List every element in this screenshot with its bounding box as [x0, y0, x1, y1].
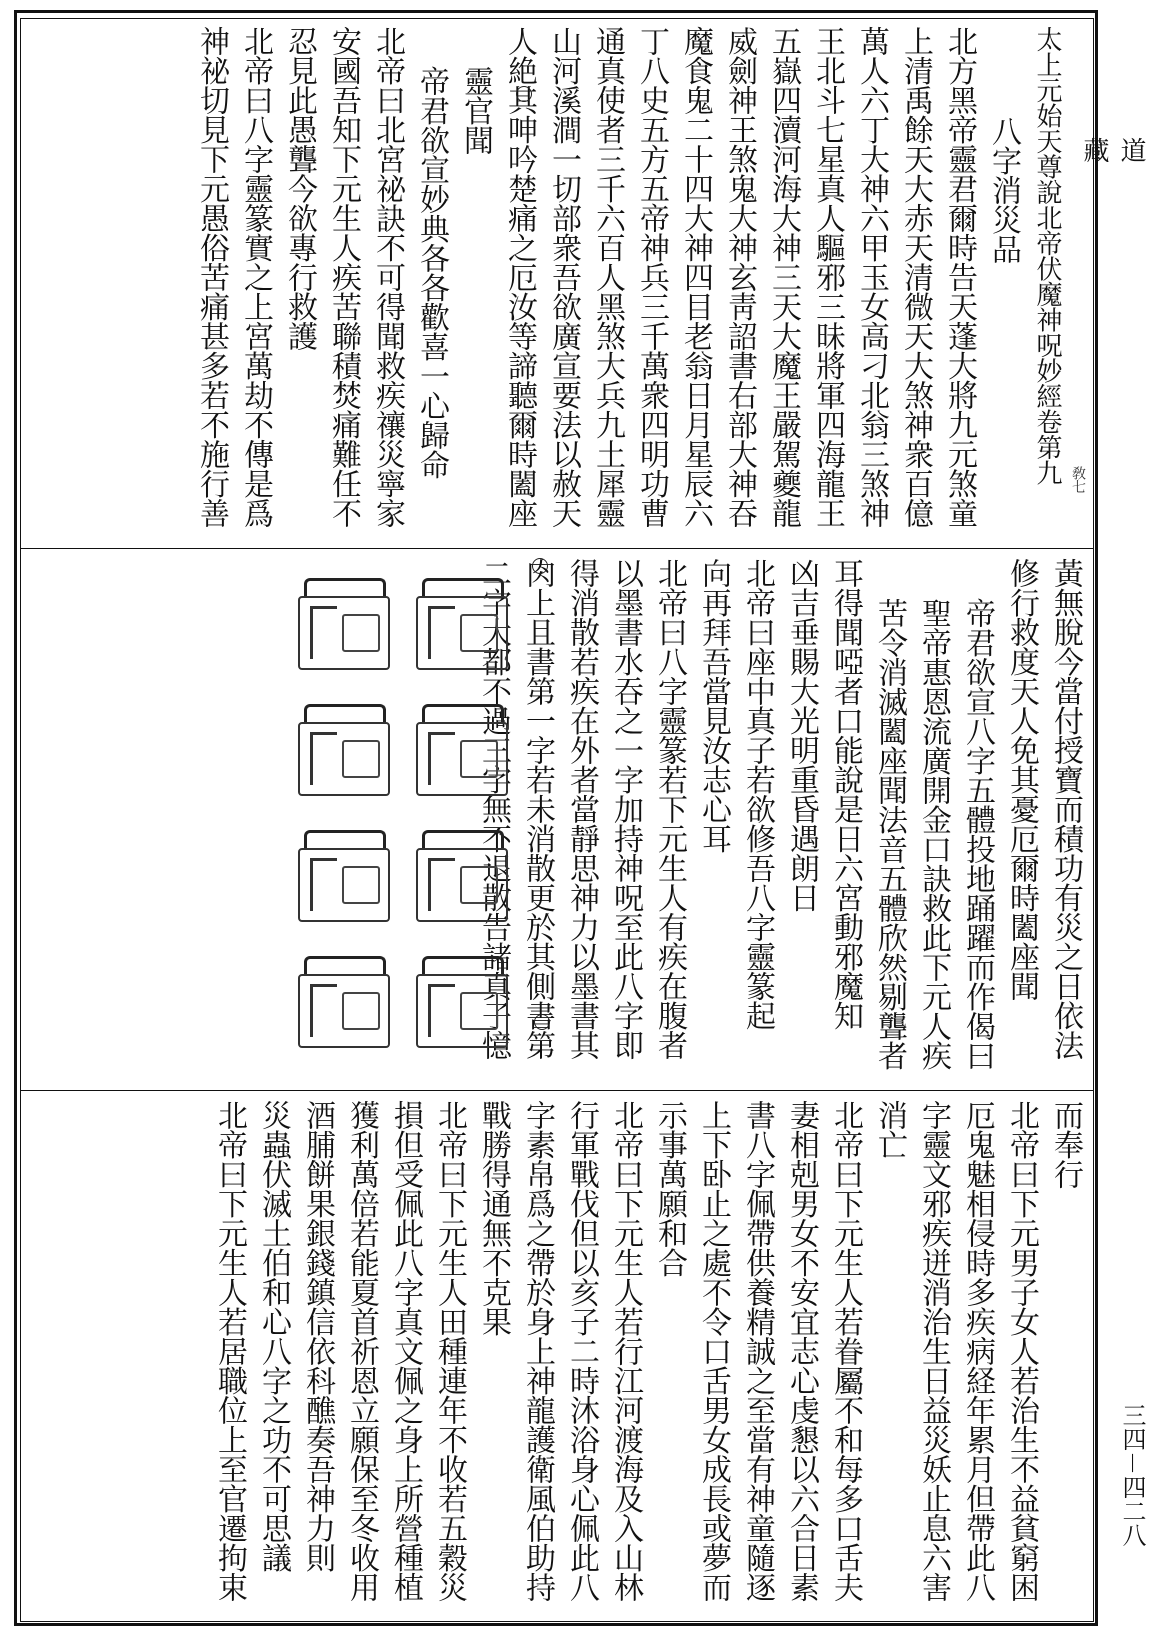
- talisman-seal-icon: [294, 698, 390, 798]
- text-column: 消亡: [872, 1100, 907, 1159]
- text-column: 魔食鬼二十四大神四目老翁日月星辰六: [678, 26, 713, 528]
- talisman-seal-icon: [294, 824, 390, 924]
- text-column: 苦令消滅闔座聞法音五體欣然剔聾者: [872, 598, 907, 1070]
- text-column: 而奉行: [1048, 1100, 1083, 1189]
- talisman-seal-icon: [412, 824, 508, 924]
- text-column: 黃無脫今當付授寶而積功有災之日依法: [1048, 558, 1083, 1060]
- text-column: 王北斗七星真人驅邪三昧將軍四海龍王: [810, 26, 845, 528]
- text-column: 威劍神王煞鬼大神玄靑詔書右部大神吞: [722, 26, 757, 528]
- text-column: 凶吉垂賜大光明重昏遇朗日: [784, 558, 819, 912]
- text-column: 通真使者三千六百人黑煞大兵九土犀靈: [590, 26, 625, 528]
- talisman-seal-icon: [294, 950, 390, 1050]
- text-column: 太上元始天尊說北帝伏魔神呪妙經卷第九: [1032, 26, 1062, 485]
- text-column: 以墨書水吞之一字加持神呪至此八字即: [608, 558, 643, 1060]
- text-column: 聖帝惠恩流廣開金口訣救此下元人疾: [916, 598, 951, 1070]
- column-group: [190, 26, 1086, 542]
- text-column: 耳得聞啞者口能說是日六宮動邪魔知: [828, 558, 863, 1030]
- text-column: 神祕切見下元愚俗苦痛甚多若不施行善: [194, 26, 229, 528]
- text-column: 災蟲伏滅土伯和心八字之功不可思議: [256, 1100, 291, 1572]
- text-column: 山河溪澗一切部衆吾欲廣宣要法以赦天: [546, 26, 581, 528]
- text-panel-top: [24, 20, 1090, 546]
- text-column: 靈官聞: [458, 66, 493, 155]
- text-column: 帝君欲宣八字五體投地踊躍而作偈曰: [960, 598, 995, 1070]
- text-column: 北帝曰八字靈篆若下元生人有疾在腹者: [652, 558, 687, 1060]
- text-column: 北帝曰下元生人田種連年不收若五穀災: [432, 1100, 467, 1602]
- circle-mark-icon: [534, 1014, 550, 1030]
- text-column: 八字消災品: [986, 116, 1021, 264]
- text-column: 北帝曰下元生人若居職位上至官遷拘束: [212, 1100, 247, 1602]
- text-column: 北帝曰八字靈篆實之上宮萬劫不傳是爲: [238, 26, 273, 528]
- text-column: 五嶽四瀆河海大神三天大魔王嚴駕夔龍: [766, 26, 801, 528]
- collection-title: 道藏: [1079, 137, 1146, 283]
- text-column: 忍見此愚聾今欲專行救護: [282, 26, 317, 351]
- text-column: 北帝曰下元生人若行江河渡海及入山林: [608, 1100, 643, 1602]
- text-column: 北帝曰北宮祕訣不可得聞救疾禳災寧家: [370, 26, 405, 528]
- text-column: 妻相剋男女不安宜志心虔懇以六合日素: [784, 1100, 819, 1602]
- text-column: 戰勝得通無不克果: [476, 1100, 511, 1336]
- text-column: 向再拜吾當見汝志心耳: [696, 558, 731, 853]
- text-column: 字素帛爲之帶於身上神龍護衛風伯助持: [520, 1100, 555, 1602]
- column-group: [472, 558, 1086, 1084]
- text-column: 書八字佩帶供養精誠之至當有神童隨逐: [740, 1100, 775, 1602]
- text-column: 損但受佩此八字真文佩之身上所營種植: [388, 1100, 423, 1602]
- talisman-seal-block: [294, 572, 524, 1072]
- talisman-seal-icon: [294, 572, 390, 672]
- column-note: 敎七: [1070, 466, 1086, 493]
- text-panel-bottom: [24, 1094, 1090, 1620]
- text-column: 厄鬼魅相侵時多疾病経年累月但帶此八: [960, 1100, 995, 1602]
- column-group: [208, 1100, 1086, 1616]
- text-column: 丁八史五方五帝神兵三千萬衆四明功曹: [634, 26, 669, 528]
- panel-divider: [20, 548, 1094, 549]
- text-column: 二字大都不過三字無不退散告諸真子憶: [476, 558, 511, 1060]
- text-column: 酒脯餅果銀錢鎮信依科醮奏吾神力則: [300, 1100, 335, 1572]
- text-column: 肉上且書第一字若未消散更於其側書第: [520, 558, 555, 1060]
- text-column: 上下卧止之處不令口舌男女成長或夢而: [696, 1100, 731, 1602]
- text-column: 萬人六丁大神六甲玉女高刁北翁三煞神: [854, 26, 889, 528]
- talisman-seal-icon: [412, 698, 508, 798]
- text-column: 安國吾知下元生人疾苦聯積焚痛難任不: [326, 26, 361, 528]
- page-number: 三四－四二八: [1118, 1403, 1146, 1547]
- text-column: 北帝曰下元生人若眷屬不和每多口舌夫: [828, 1100, 863, 1602]
- text-column: 獲利萬倍若能夏首祈恩立願保至冬收用: [344, 1100, 379, 1602]
- text-column: 人絶其呻吟楚痛之厄汝等諦聽爾時闔座: [502, 26, 537, 528]
- talisman-seal-icon: [412, 572, 508, 672]
- text-column: 北方黑帝靈君爾時告天蓬大將九元煞童: [942, 26, 977, 528]
- text-column: 行軍戰伐但以亥子二時沐浴身心佩此八: [564, 1100, 599, 1602]
- text-column: 北帝曰座中真子若欲修吾八字靈篆起: [740, 558, 775, 1030]
- circle-mark-icon: [516, 86, 532, 102]
- text-column: 示事萬願和合: [652, 1100, 687, 1277]
- talisman-seal-icon: [412, 950, 508, 1050]
- text-panel-middle: [24, 552, 1090, 1088]
- text-column: 上清禹餘天大赤天清微天大煞神衆百億: [898, 26, 933, 528]
- text-column: 得消散若疾在外者當靜思神力以墨書其: [564, 558, 599, 1060]
- panel-divider: [20, 1090, 1094, 1091]
- text-column: 北帝曰下元男子女人若治生不益貧窮困: [1004, 1100, 1039, 1602]
- text-column: 修行救度天人免其憂厄爾時闔座聞: [1004, 558, 1039, 1001]
- text-column: 帝君欲宣妙典各各歡喜一心歸命: [414, 66, 449, 479]
- text-column: 字靈文邪疾迸消治生日益災妖止息六害: [916, 1100, 951, 1602]
- circle-mark-icon: [532, 558, 548, 574]
